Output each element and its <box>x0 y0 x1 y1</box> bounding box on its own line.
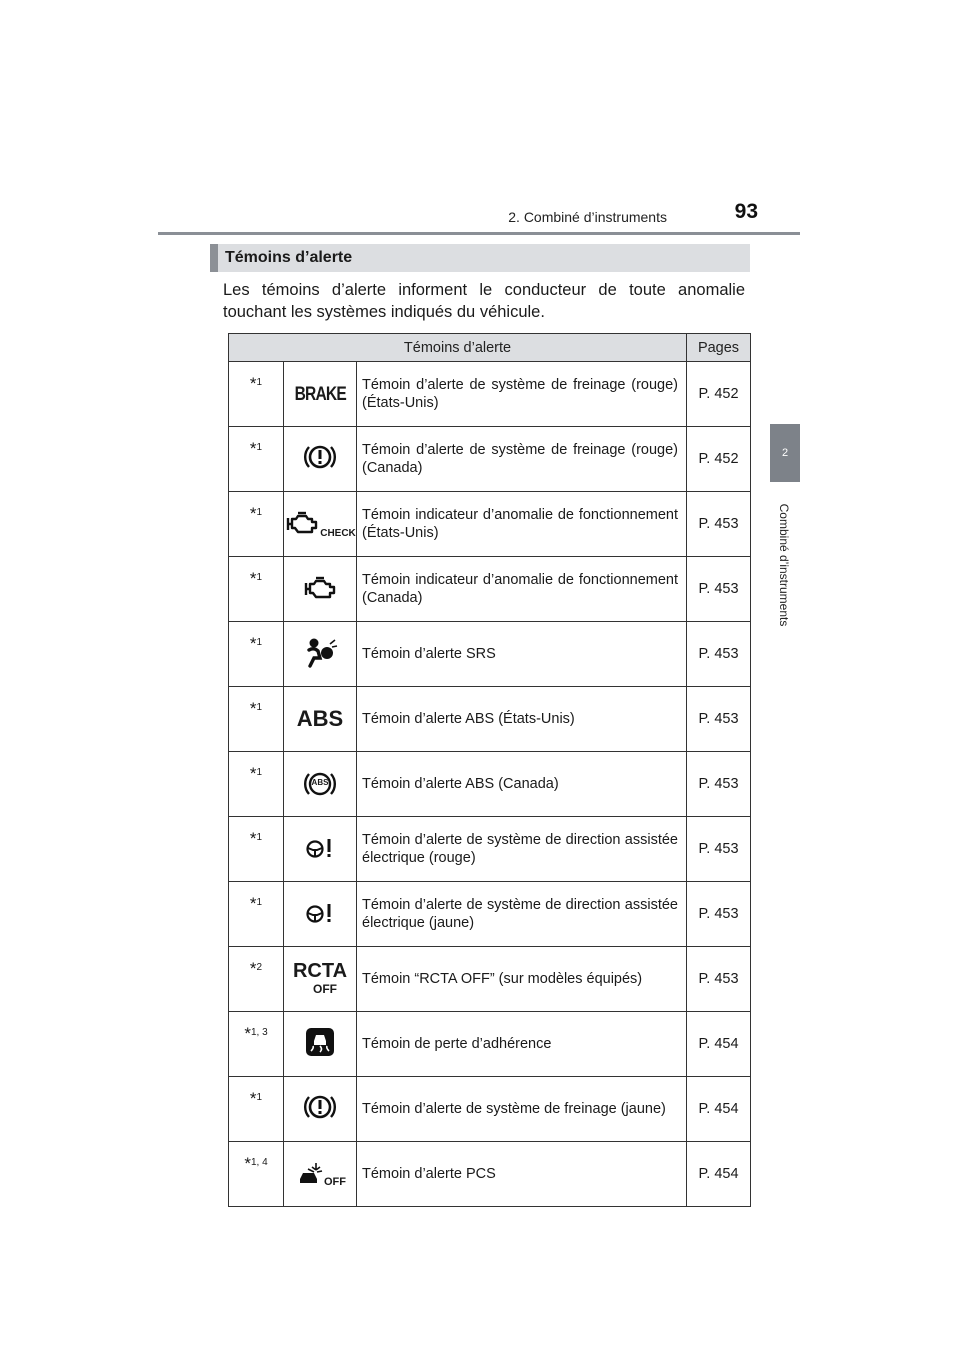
header-warning-lights: Témoins d’alerte <box>229 334 687 362</box>
abs-circle-icon <box>284 752 357 817</box>
footnote-mark: *$^1$ <box>229 622 284 687</box>
table-row <box>229 557 751 622</box>
footnote-number: 1 <box>256 767 263 778</box>
footnote-mark: *$^1$ <box>229 1077 284 1142</box>
warning-lights-table <box>228 333 751 1207</box>
warning-description: Témoin d’alerte ABS (États-Unis) <box>357 687 687 752</box>
brake-circle-icon <box>284 1077 357 1142</box>
abs-text-icon <box>284 687 357 752</box>
page-reference: P. 453 <box>687 687 751 752</box>
footnote-mark: *$^1$ <box>229 362 284 427</box>
footnote-number: 1 <box>256 832 263 843</box>
warning-description: Témoin indicateur d’anomalie de fonctionnement (Canada) <box>357 557 687 622</box>
footnote-mark: *$^1$ <box>229 492 284 557</box>
footnote-number: 1, 4 <box>250 1157 268 1168</box>
footnote-mark: *$^2$ <box>229 947 284 1012</box>
footnote-mark: *$^1$ <box>229 557 284 622</box>
footnote-number: 1, 3 <box>250 1027 268 1038</box>
pcs-off-label: OFF <box>324 1176 346 1188</box>
warning-description: Témoin d’alerte de système de freinage (rouge) (États-Unis) <box>357 362 687 427</box>
abs-label: ABS <box>296 706 344 731</box>
warning-description: Témoin d’alerte de système de direction assistée électrique (rouge) <box>357 817 687 882</box>
footnote-mark: *$^{1, 4}$ <box>229 1142 284 1207</box>
warning-description: Témoin d’alerte ABS (Canada) <box>357 752 687 817</box>
warning-description: Témoin d’alerte de système de direction assistée électrique (jaune) <box>357 882 687 947</box>
table-row <box>229 817 751 882</box>
footnote-number: 1 <box>256 702 263 713</box>
pcs-off-icon <box>284 1142 357 1207</box>
section-title: Témoins d’alerte <box>210 244 750 272</box>
footnote-mark: *$^1$ <box>229 882 284 947</box>
page-reference: P. 453 <box>687 622 751 687</box>
footnote-mark: *$^1$ <box>229 752 284 817</box>
page-reference: P. 454 <box>687 1012 751 1077</box>
table-row <box>229 882 751 947</box>
engine-icon <box>284 557 357 622</box>
table-row <box>229 362 751 427</box>
page-reference: P. 453 <box>687 882 751 947</box>
steering-warning-icon <box>284 817 357 882</box>
warning-description: Témoin indicateur d’anomalie de fonctionnement (États-Unis) <box>357 492 687 557</box>
brake-text-icon <box>284 362 357 427</box>
warning-description: Témoin d’alerte de système de freinage (jaune) <box>357 1077 687 1142</box>
footnote-mark: *$^1$ <box>229 687 284 752</box>
chapter-tab-number: 2 <box>781 447 789 459</box>
warning-description: Témoin d’alerte de système de freinage (rouge) (Canada) <box>357 427 687 492</box>
footnote-mark: *$^1$ <box>229 817 284 882</box>
rcta-off-label: OFF <box>313 982 337 996</box>
steering-warning-icon <box>284 882 357 947</box>
page-reference: P. 452 <box>687 427 751 492</box>
table-row <box>229 687 751 752</box>
warning-description: Témoin d’alerte PCS <box>357 1142 687 1207</box>
footnote-number: 1 <box>256 1092 263 1103</box>
footnote-number: 1 <box>256 507 263 518</box>
page-reference: P. 453 <box>687 947 751 1012</box>
footnote-number: 1 <box>256 442 263 453</box>
footnote-number: 1 <box>256 377 263 388</box>
table-row <box>229 427 751 492</box>
check-label: CHECK <box>320 528 356 539</box>
page-reference: P. 453 <box>687 817 751 882</box>
table-row <box>229 1012 751 1077</box>
footnote-number: 1 <box>256 572 263 583</box>
chapter-side-label-text: Combiné d’instruments <box>777 503 791 627</box>
warning-description: Témoin de perte d’adhérence <box>357 1012 687 1077</box>
page-reference: P. 453 <box>687 752 751 817</box>
page-number: 93 <box>734 200 758 223</box>
table-header-row <box>229 334 751 362</box>
brake-circle-icon <box>284 427 357 492</box>
footnote-number: 2 <box>256 962 263 973</box>
airbag-icon <box>284 622 357 687</box>
table-row <box>229 1142 751 1207</box>
rcta-label: RCTA <box>292 960 348 982</box>
engine-check-icon <box>284 492 357 557</box>
rcta-off-icon <box>284 947 357 1012</box>
table-row <box>229 492 751 557</box>
running-header-section: 2. Combiné d’instruments <box>508 209 667 225</box>
table-row <box>229 947 751 1012</box>
header-rule <box>158 232 800 235</box>
warning-description: Témoin d’alerte SRS <box>357 622 687 687</box>
header-pages: Pages <box>687 334 751 362</box>
footnote-number: 1 <box>256 637 263 648</box>
footnote-mark: *$^1$ <box>229 427 284 492</box>
warning-description: Témoin “RCTA OFF” (sur modèles équipés) <box>357 947 687 1012</box>
table-row <box>229 752 751 817</box>
page-reference: P. 454 <box>687 1142 751 1207</box>
chapter-tab <box>770 424 800 482</box>
abs-circle-label: ABS <box>311 778 329 787</box>
page-reference: P. 453 <box>687 492 751 557</box>
table-row <box>229 1077 751 1142</box>
footnote-number: 1 <box>256 897 263 908</box>
table-row <box>229 622 751 687</box>
footnote-mark: *$^{1, 3}$ <box>229 1012 284 1077</box>
slip-icon <box>284 1012 357 1077</box>
page-reference: P. 454 <box>687 1077 751 1142</box>
page-reference: P. 452 <box>687 362 751 427</box>
brake-label: BRAKE <box>294 383 346 405</box>
page-reference: P. 453 <box>687 557 751 622</box>
intro-paragraph: Les témoins d’alerte informent le conducteur de toute anomalie touchant les systèmes indiqués du véhicule. <box>223 281 745 321</box>
